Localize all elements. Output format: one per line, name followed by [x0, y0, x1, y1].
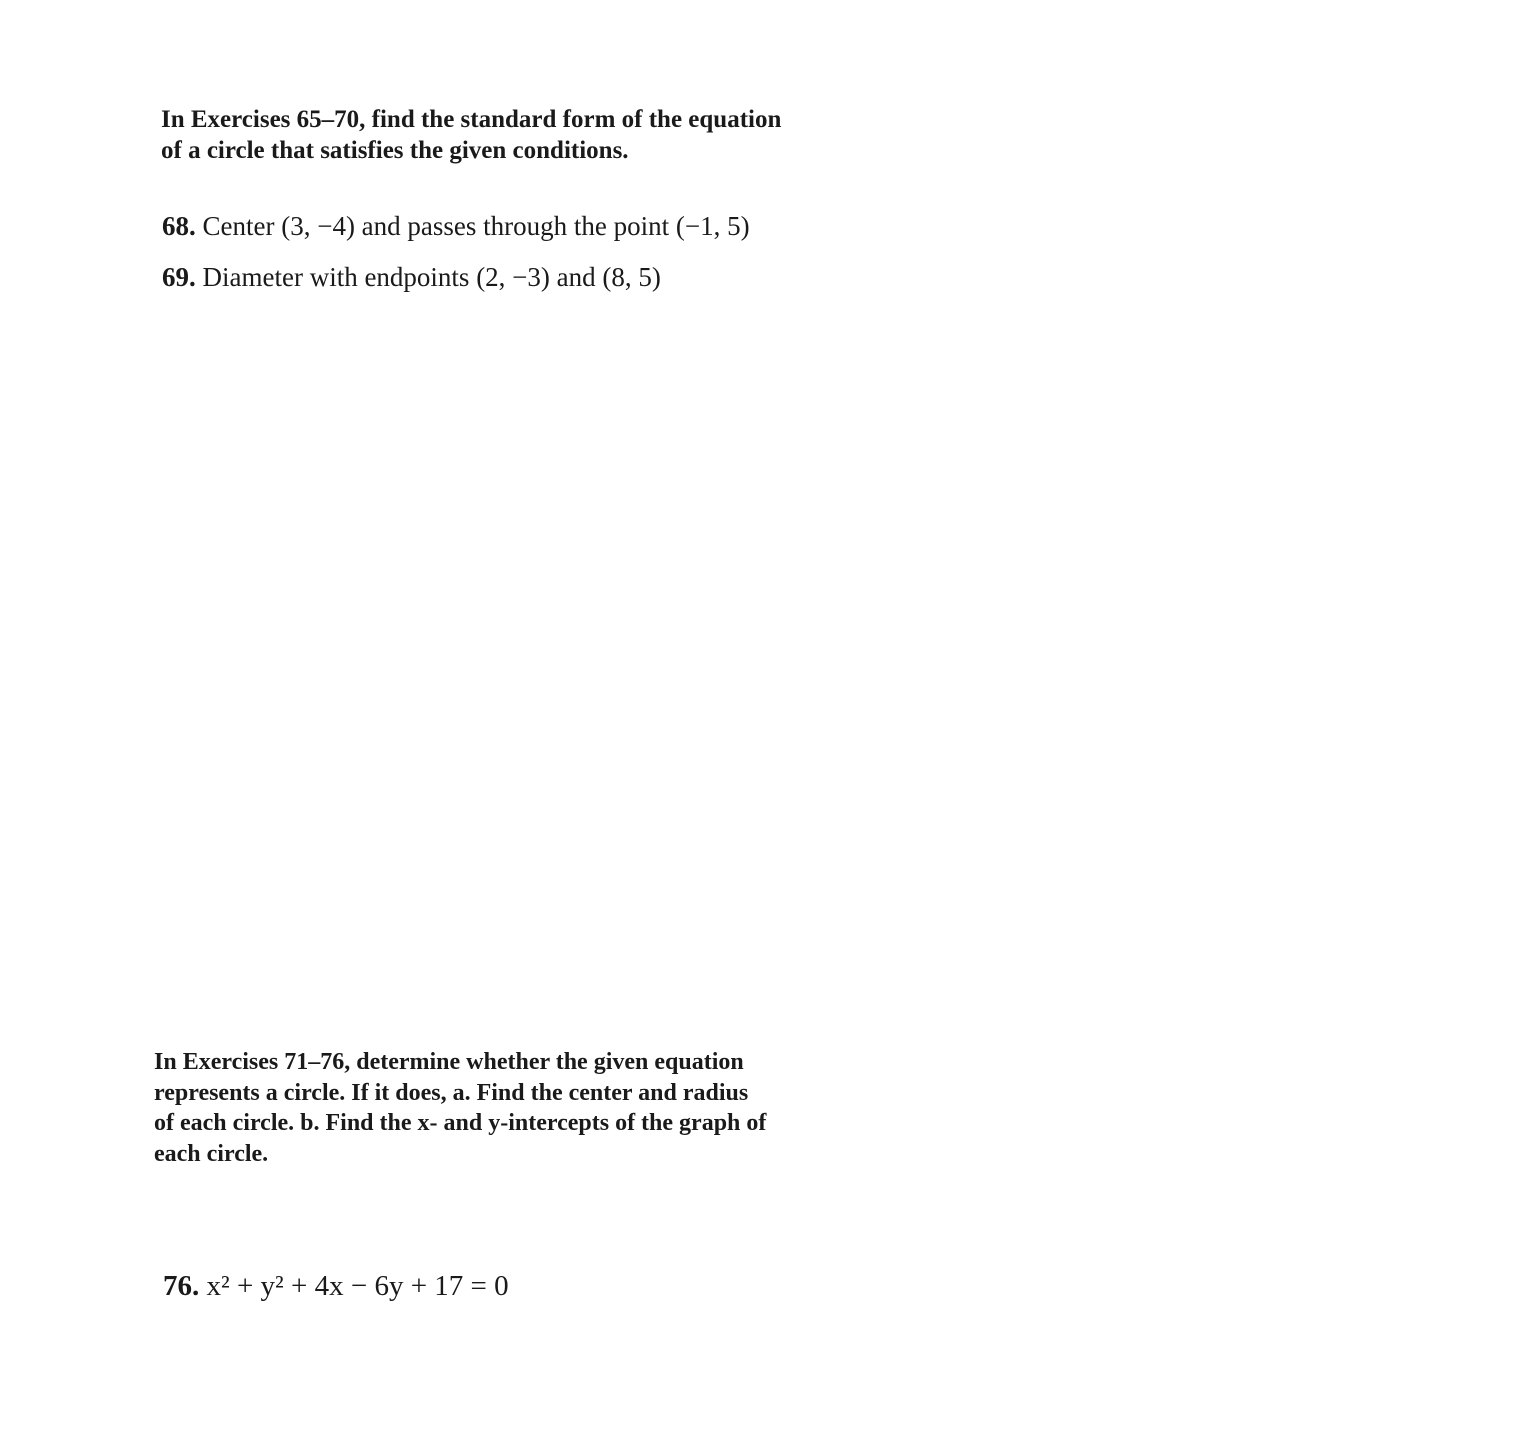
instruction-line: In Exercises 71–76, determine whether the given equation: [154, 1049, 744, 1075]
exercise-text: Diameter with endpoints (2, −3) and (8, 5): [202, 262, 661, 292]
exercise-76: [163, 1270, 509, 1303]
instruction-line: In Exercises 65–70, find the standard form of the equation: [161, 106, 782, 133]
exercise-69: [162, 262, 661, 293]
exercise-number: 76.: [163, 1270, 200, 1302]
exercise-68: [162, 211, 750, 242]
instruction-line: each circle.: [154, 1140, 269, 1167]
exercise-text: Center (3, −4) and passes through the point (−1, 5): [202, 211, 750, 241]
instruction-line: of a circle that satisfies the given conditions.: [161, 137, 629, 164]
exercise-equation: x² + y² + 4x − 6y + 17 = 0: [206, 1270, 509, 1302]
instruction-line: of each circle. b. Find the x- and y-intercepts of the graph of: [154, 1110, 767, 1136]
exercise-number: 68.: [162, 211, 196, 241]
section-instructions-65-70: [161, 104, 861, 166]
instruction-line: represents a circle. If it does, a. Find the center and radius: [154, 1079, 749, 1106]
section-instructions-71-76: [154, 1047, 834, 1169]
exercise-number: 69.: [162, 262, 196, 292]
